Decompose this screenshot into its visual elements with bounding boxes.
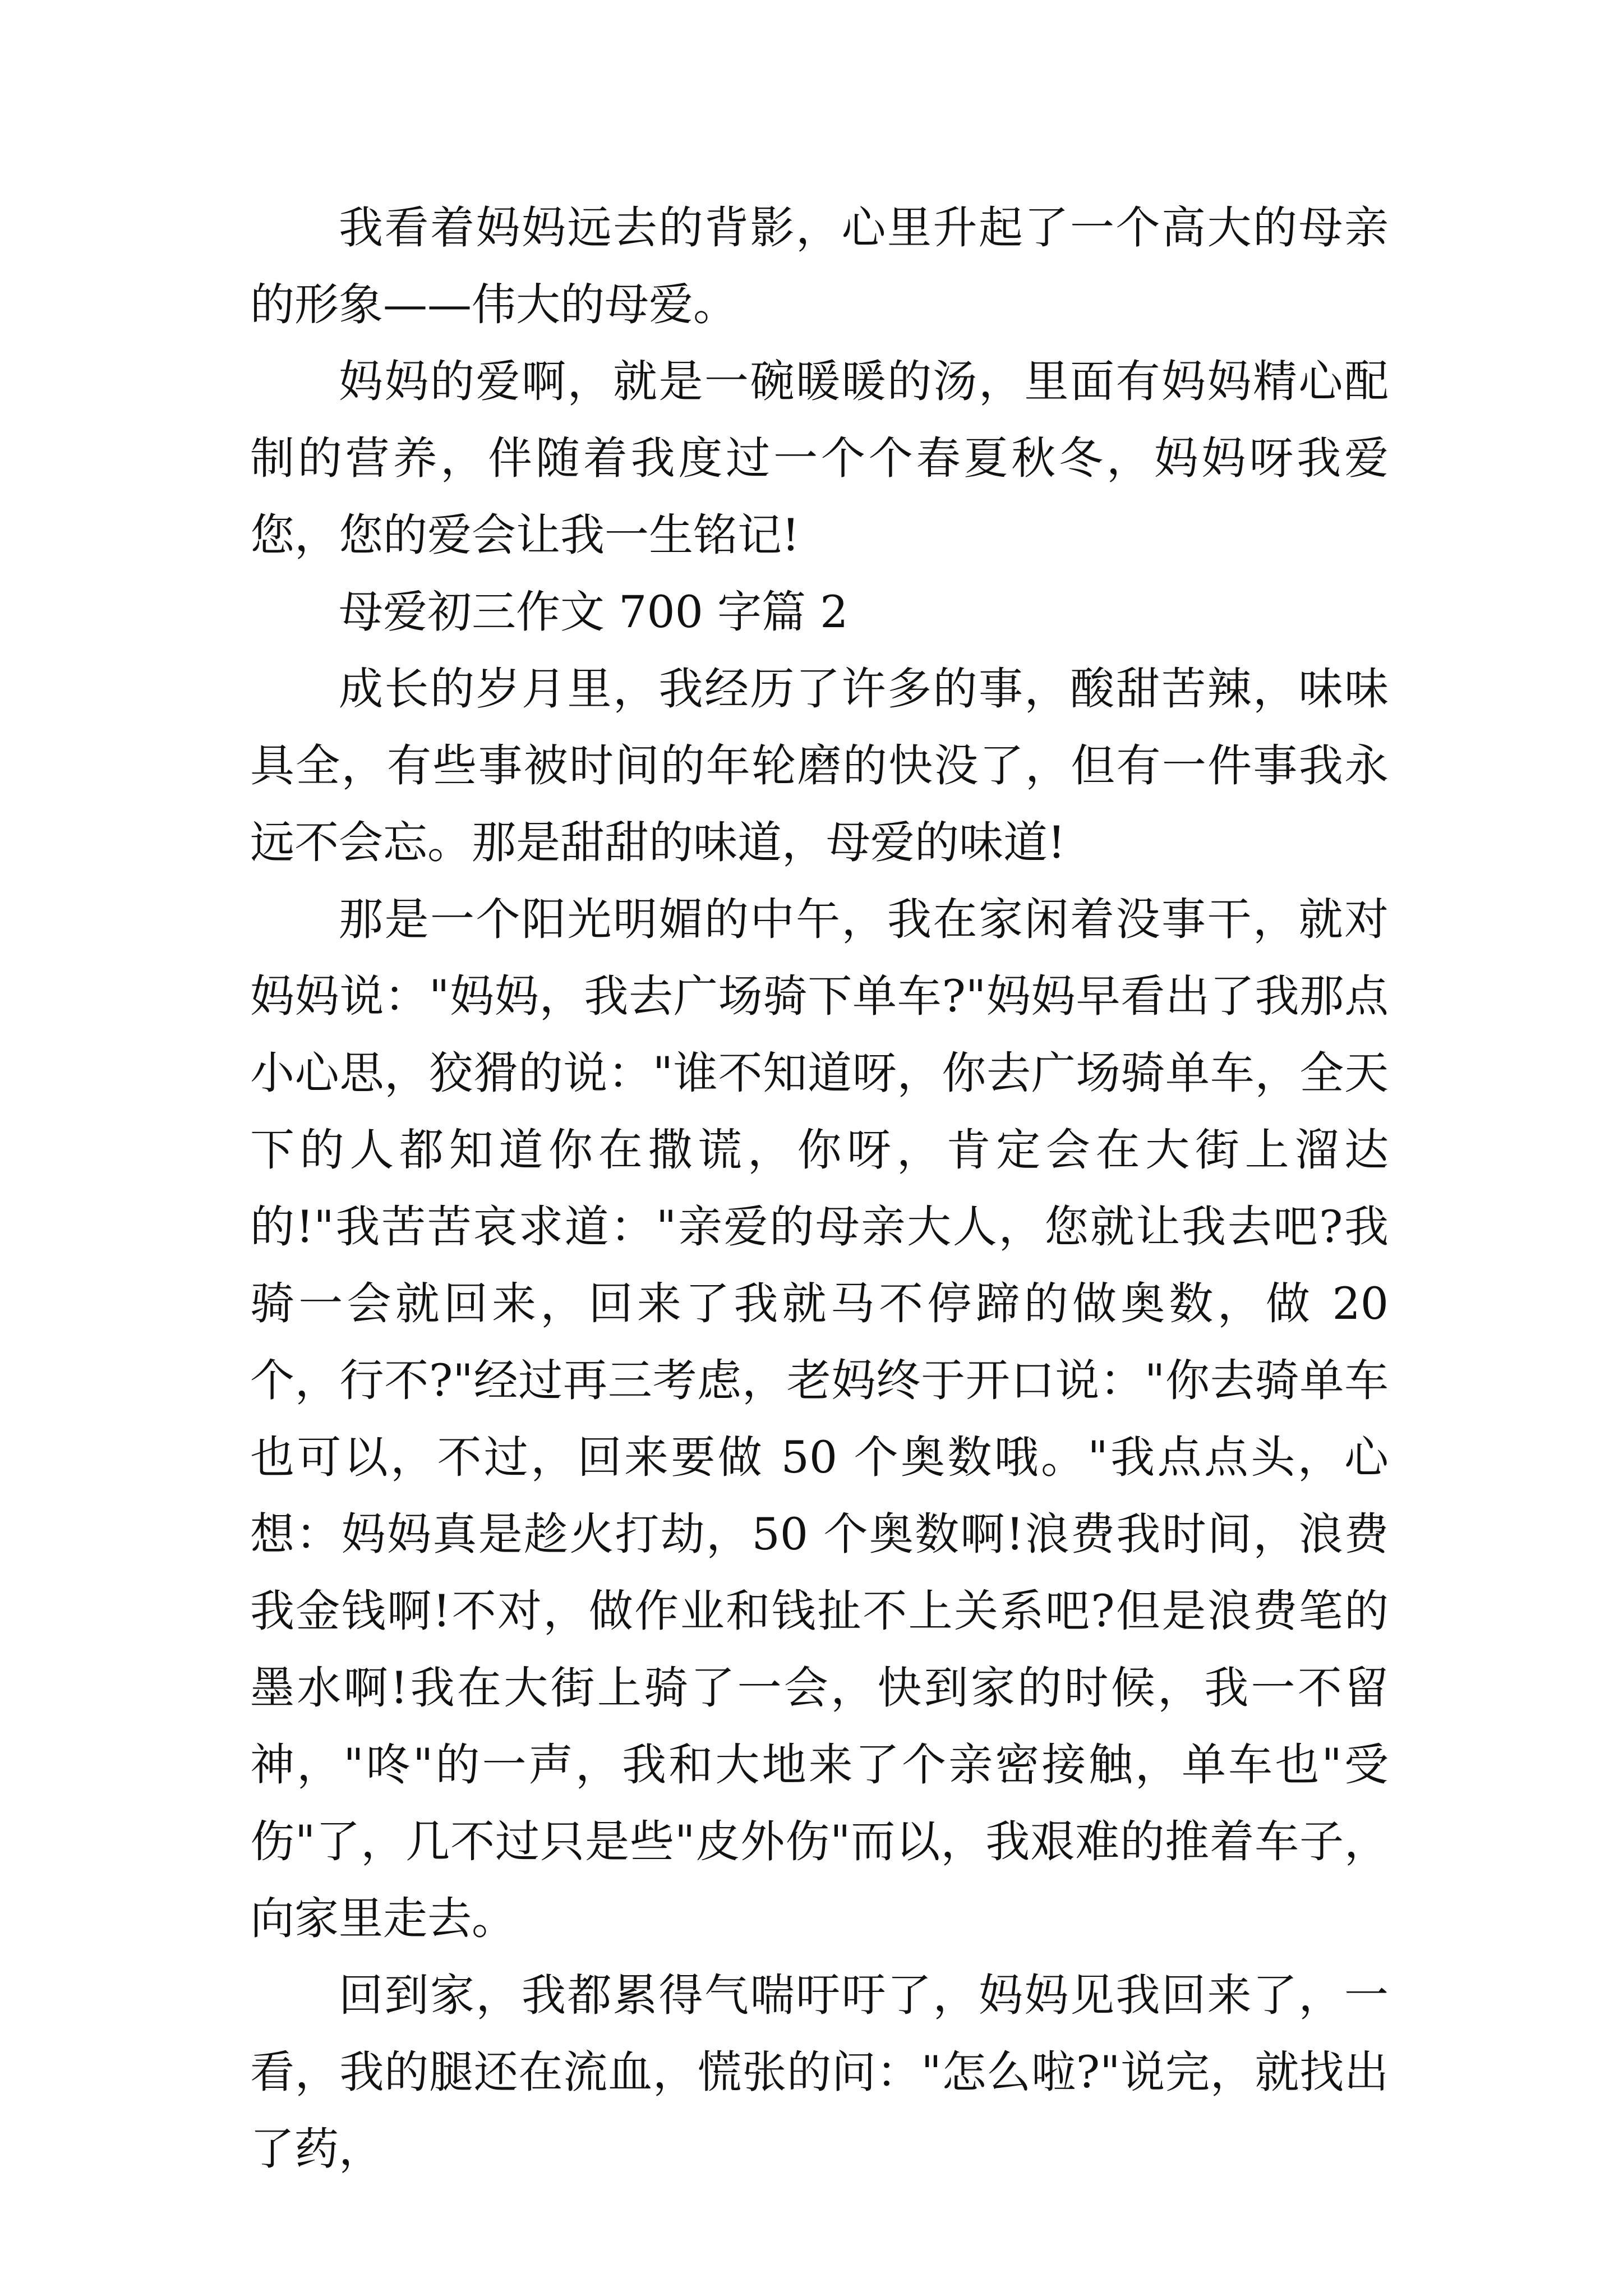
paragraph-4: 那是一个阳光明媚的中午，我在家闲着没事干，就对妈妈说："妈妈，我去广场骑下单车?"妈妈早看出了我那点小心思，狡猾的说："谁不知道呀，你去广场骑单车，全天下的人都知道你在撒谎，你呀，肯定会在大街上溜达的!"我苦苦哀求道："亲爱的母亲大人，您就让我去吧?我骑一会就回来，回来了我就马不停蹄的做奥数，做 20 个，行不?"经过再三考虑，老妈终于开口说："你去骑单车也可以，不过，回来要做 50 个奥数哦。"我点点头，心想：妈妈真是趁火打劫，50 个奥数啊!浪费我时间，浪费我金钱啊!不对，做作业和钱扯不上关系吧?但是浪费笔的墨水啊!我在大街上骑了一会，快到家的时候，我一不留神，"咚"的一声，我和大地来了个亲密接触，单车也"受伤"了，几不过只是些"皮外伤"而以，我艰难的推着车子，向家里走去。 [250,894,1389,1944]
document-body [250,190,1389,2188]
paragraph-3: 成长的岁月里，我经历了许多的事，酸甜苦辣，味味具全，有些事被时间的年轮磨的快没了，但有一件事我永远不会忘。那是甜甜的味道，母爱的味道! [250,663,1389,868]
section-heading: 母爱初三作文 700 字篇 2 [339,586,849,638]
paragraph-1: 我看着妈妈远去的背影，心里升起了一个高大的母亲的形象——伟大的母爱。 [250,202,1389,330]
paragraph-5: 回到家，我都累得气喘吁吁了，妈妈见我回来了，一看，我的腿还在流血，慌张的问："怎么啦?"说完，就找出了药， [250,1970,1389,2175]
paragraph-2: 妈妈的爱啊，就是一碗暖暖的汤，里面有妈妈精心配制的营养，伴随着我度过一个个春夏秋冬，妈妈呀我爱您，您的爱会让我一生铭记! [250,356,1389,561]
